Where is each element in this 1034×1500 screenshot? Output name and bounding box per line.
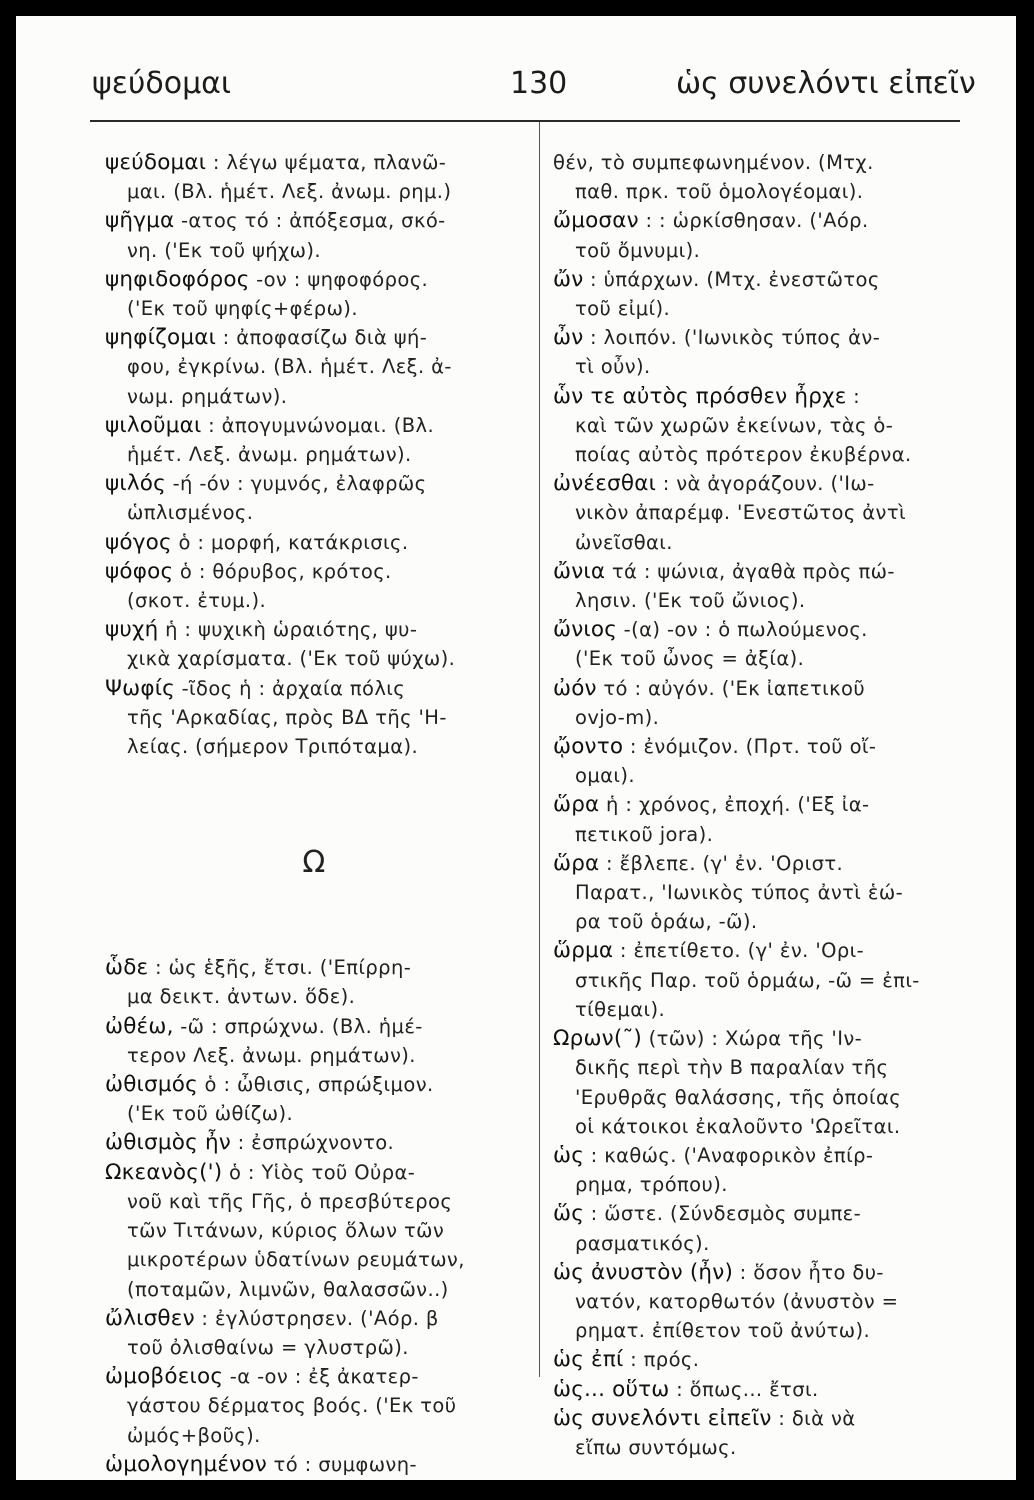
definition-text: : : ὡρκίσθησαν. ('Αόρ. [638, 209, 869, 233]
entry-first-line [553, 674, 973, 703]
headword: ὤλισθεν [105, 1305, 195, 1331]
definition-text: : λοιπόν. ('Ιωνικὸς τύπος ἀν- [583, 326, 881, 350]
headword: ὥς [553, 1201, 585, 1227]
definition-continuation: ('Εκ τοῦ ὦνος = ἀξία). [575, 647, 805, 671]
definition-continuation: γάστου δέρματος βοός. ('Εκ τοῦ [127, 1394, 457, 1418]
definition-continuation: ρηματ. ἐπίθετον τοῦ ἀνύτω). [575, 1319, 871, 1343]
definition-text: : ὑπάρχων. (Μτχ. ἐνεστῶτος [583, 267, 880, 291]
definition-text: : πρός. [623, 1348, 700, 1372]
definition-text: -(α) -ον : ὁ πωλούμενος. [617, 618, 868, 642]
definition-text: : ἀπογυμνώνομαι. (Βλ. [201, 413, 435, 437]
headword: ὠθισμός [105, 1072, 198, 1098]
dictionary-entry [105, 1070, 523, 1128]
definition-continuation: οἱ κάτοικοι ἐκαλοῦντο 'Ωρεῖται. [575, 1114, 901, 1138]
definition-text: τό : συμφωνη- [266, 1452, 417, 1476]
definition-continuation: καὶ τῶν χωρῶν ἐκείνων, τὰς ὁ- [575, 413, 894, 437]
dictionary-entry [105, 557, 523, 615]
entry-first-line [553, 849, 973, 878]
dictionary-entry [105, 323, 523, 411]
definition-text: : νὰ ἀγοράζουν. ('Ιω- [656, 472, 875, 496]
definition-continuation: τερον Λεξ. ἀνωμ. ρημάτων). [127, 1043, 416, 1067]
entry-first-line [553, 469, 973, 498]
entry-first-line [105, 1158, 523, 1187]
dictionary-entry [553, 1345, 973, 1374]
definition-continuation: λησιν. ('Εκ τοῦ ὤνιος). [575, 589, 806, 613]
headword: ὥρα [553, 792, 600, 818]
headword: ψηφίζομαι [105, 325, 217, 351]
definition-continuation: ρημα, τρόπου). [575, 1173, 728, 1197]
definition-continuation: (ποταμῶν, λιμνῶν, θαλασσῶν..) [127, 1277, 449, 1301]
definition-continuation: νατόν, κατορθωτόν (ἀνυστὸν = [575, 1289, 899, 1313]
headword: Ωκεανὸς(') [105, 1159, 223, 1185]
definition-text: ὁ : μορφή, κατάκρισις. [171, 530, 409, 554]
definition-continuation: ὠνεῖσθαι. [575, 530, 673, 554]
definition-continuation: ποίας αὐτὸς πρότερον ἐκυβέρνα. [575, 443, 912, 467]
definition-text: τό : αὐγόν. ('Εκ ἰαπετικοῦ [596, 676, 866, 700]
headword: ὥρμα [553, 938, 614, 964]
definition-continuation: τοῦ ὄμνυμι). [575, 238, 701, 262]
entry-first-line [553, 936, 973, 965]
headword: ὧδε [105, 955, 149, 981]
dictionary-entry [553, 557, 973, 615]
headword: ψιλός [105, 471, 166, 497]
entry-first-line [553, 1024, 973, 1053]
headword: ὠνέεσθαι [553, 471, 657, 497]
definition-text: ἡ : ψυχικὴ ὡραιότης, ψυ- [158, 618, 418, 642]
entry-first-line [105, 557, 523, 586]
dictionary-entry [553, 382, 973, 470]
page-number: 130 [510, 66, 568, 101]
dictionary-entry [553, 469, 973, 557]
headword: ὤμοσαν [553, 208, 639, 234]
definition-continuation: νοῦ καὶ τῆς Γῆς, ὁ πρεσβύτερος [127, 1189, 453, 1213]
definition-continuation: τὶ οὖν). [575, 355, 651, 379]
definition-text: (τῶν) : Χώρα τῆς 'Ιν- [642, 1027, 863, 1051]
entry-first-line [553, 1141, 973, 1170]
dictionary-entry [105, 1012, 523, 1070]
definition-text: : ἐγλύστρησεν. ('Αόρ. β [194, 1306, 439, 1330]
headword: ὧν τε αὐτὸς πρόσθεν ἦρχε [553, 383, 847, 409]
definition-continuation: μαι. (Βλ. ἡμέτ. Λεξ. ἀνωμ. ρημ.) [127, 180, 452, 204]
dictionary-entry [105, 1128, 523, 1157]
headword: ψόγος [105, 529, 172, 555]
definition-continuation: μα δεικτ. ἀντων. ὅδε). [127, 985, 356, 1009]
definition-text: : ὥστε. (Σύνδεσμὸς συμπε- [584, 1202, 862, 1226]
header-rule [90, 120, 960, 122]
definition-text: : ἀποφασίζω διὰ ψή- [216, 326, 428, 350]
entry-first-line [105, 1128, 523, 1157]
definition-text: ὁ : Υἱὸς τοῦ Οὐρα- [222, 1160, 416, 1184]
headword: ψυχή [105, 617, 159, 643]
headword: ψόφος [105, 558, 174, 584]
entries-psi [105, 148, 523, 761]
header-right-guide-word: ὡς συνελόντι εἰπεῖν [676, 66, 976, 101]
dictionary-entry [553, 206, 973, 264]
headword: ὦν [553, 325, 584, 351]
headword: ψηφιδοφόρος [105, 266, 250, 292]
headword: Ψωφίς [105, 675, 176, 701]
entry-first-line [553, 790, 973, 819]
headword: ὤν [553, 266, 584, 292]
dictionary-entry [553, 849, 973, 937]
right-column [553, 148, 973, 1462]
definition-continuation: λείας. (σήμερον Τριπόταμα). [127, 735, 419, 759]
definition-text: : ἐνόμιζον. (Πρτ. τοῦ οἴ- [623, 735, 877, 759]
definition-continuation: δικῆς περὶ τὴν Β παραλίαν τῆς [575, 1056, 889, 1080]
headword: ὡμολογημένον [105, 1451, 267, 1477]
definition-text: : ἔβλεπε. (γ' ἐν. 'Οριστ. [599, 851, 844, 875]
entry-first-line [105, 1012, 523, 1041]
headword: ψῆγμα [105, 208, 175, 234]
headword: ψεύδομαι [105, 150, 207, 175]
dictionary-entry [553, 1375, 973, 1404]
definition-continuation: ('Εκ τοῦ ὠθίζω). [127, 1102, 294, 1126]
headword: ὡς ἐπί [553, 1347, 624, 1373]
definition-continuation: ομαι). [575, 764, 635, 788]
definition-text: τά : ψώνια, ἀγαθὰ πρὸς πώ- [605, 559, 895, 583]
dictionary-entry [553, 1024, 973, 1141]
headword: ὠόν [553, 675, 597, 701]
dictionary-entry [553, 1141, 973, 1199]
entry-first-line [105, 469, 523, 498]
entry-first-line [553, 323, 973, 352]
dictionary-entry [553, 674, 973, 732]
definition-continuation: στικῆς Παρ. τοῦ ὁρμάω, -ῶ = ἐπι- [575, 968, 920, 992]
headword: ὡς ἀνυστὸν (ἦν) [553, 1259, 734, 1285]
dictionary-entry [105, 1158, 523, 1304]
definition-text: : [846, 384, 861, 408]
entries-omega [105, 953, 523, 1479]
definition-continuation: νικὸν ἀπαρέμφ. 'Ενεστῶτος ἀντὶ [575, 501, 906, 525]
dictionary-entry [105, 411, 523, 469]
definition-continuation: Παρατ., 'Ιωνικὸς τύπος ἀντὶ ἑώ- [575, 881, 904, 905]
definition-continuation: μικροτέρων ὑδατίνων ρευμάτων, [127, 1248, 465, 1272]
definition-continuation: ρασματικός). [575, 1231, 710, 1255]
definition-continuation: εἴπω συντόμως. [575, 1435, 737, 1459]
headword: ὤνια [553, 558, 606, 584]
entry-first-line [553, 148, 973, 177]
dictionary-entry [553, 790, 973, 848]
definition-text: : ὅσον ἦτο δυ- [733, 1260, 884, 1284]
headword: ὠθισμὸς ἦν [105, 1130, 231, 1156]
definition-text: : ὅπως... ἔτσι. [669, 1377, 819, 1401]
entry-first-line [105, 1450, 523, 1479]
dictionary-entry [105, 1362, 523, 1450]
headword: Ωρων(˜) [553, 1026, 643, 1052]
entry-first-line [105, 615, 523, 644]
dictionary-entry [553, 1258, 973, 1346]
entry-first-line [105, 674, 523, 703]
entry-first-line [553, 615, 973, 644]
dictionary-entry [553, 732, 973, 790]
section-letter-omega: Ω [302, 845, 326, 881]
definition-text: ὁ : θόρυβος, κρότος. [173, 559, 392, 583]
dictionary-entry [553, 265, 973, 323]
definition-text: : καθώς. ('Αναφορικὸν ἐπίρ- [584, 1143, 874, 1167]
dictionary-entry [553, 1404, 973, 1462]
definition-text: -ή -όν : γυμνός, ἐλαφρῶς [165, 472, 427, 496]
definition-text: θέν, τὸ συμπεφωνημένον. (Μτχ. [553, 151, 874, 174]
dictionary-entry [105, 206, 523, 264]
dictionary-entry [553, 936, 973, 1024]
left-column [105, 148, 523, 1479]
definition-continuation: νη. ('Εκ τοῦ ψήχω). [127, 238, 322, 262]
column-divider [539, 122, 540, 1377]
dictionary-entry [105, 953, 523, 1011]
definition-text: : ἐσπρώχνοντο. [230, 1131, 395, 1155]
definition-continuation: 'Ερυθρᾶς θαλάσσης, τῆς ὁποίας [575, 1085, 902, 1109]
definition-text: -α -ον : ἐξ ἀκατερ- [223, 1365, 419, 1389]
headword: ὡς [553, 1142, 585, 1168]
definition-continuation: τῶν Τιτάνων, κύριος ὅλων τῶν [127, 1219, 445, 1243]
entry-first-line [553, 1345, 973, 1374]
entry-first-line [105, 953, 523, 982]
definition-continuation: φου, ἐγκρίνω. (Βλ. ἡμέτ. Λεξ. ἀ- [127, 355, 452, 379]
entry-first-line [553, 265, 973, 294]
entry-first-line [553, 557, 973, 586]
definition-text: : διὰ νὰ [771, 1406, 856, 1430]
definition-text: : ὡς ἑξῆς, ἔτσι. ('Επίρρη- [148, 956, 412, 980]
entry-first-line [105, 1070, 523, 1099]
dictionary-entry [105, 148, 523, 206]
definition-continuation: τοῦ ὀλισθαίνω = γλυστρῶ). [127, 1335, 409, 1359]
dictionary-entry [105, 265, 523, 323]
definition-continuation: ὠμός+βοῦς). [127, 1423, 261, 1447]
definition-text: -ον : ψηφοφόρος. [249, 267, 429, 291]
headword: ψιλοῦμαι [105, 412, 202, 438]
headword: ὠθέω, [105, 1013, 174, 1039]
definition-continuation: ὡπλισμένος. [127, 501, 254, 525]
entry-first-line [105, 323, 523, 352]
entry-first-line [105, 1304, 523, 1333]
headword: ὡς συνελόντι εἰπεῖν [553, 1405, 772, 1431]
entry-first-line [553, 1375, 973, 1404]
dictionary-entry [105, 615, 523, 673]
entry-first-line [105, 206, 523, 235]
definition-continuation: τοῦ εἰμί). [575, 297, 671, 321]
entry-first-line [553, 1199, 973, 1228]
header-left-guide-word: ψεύδομαι [92, 66, 232, 101]
definition-continuation: νωμ. ρημάτων). [127, 384, 288, 408]
entry-first-line [553, 382, 973, 411]
headword: ὠμοβόειος [105, 1364, 224, 1390]
definition-text: : ἐπετίθετο. (γ' ἐν. 'Ορι- [613, 939, 865, 963]
entry-first-line [105, 265, 523, 294]
dictionary-entry [105, 1304, 523, 1362]
definition-continuation: (σκοτ. ἐτυμ.). [127, 589, 267, 613]
definition-text: -ατος τό : ἀπόξεσμα, σκό- [174, 209, 446, 233]
definition-continuation: τίθεμαι). [575, 997, 666, 1021]
dictionary-entry [105, 528, 523, 557]
definition-continuation: ovjo-m). [575, 705, 660, 729]
entry-first-line [105, 148, 523, 177]
dictionary-entry [553, 615, 973, 673]
definition-text: -ῶ : σπρώχνω. (Βλ. ἡμέ- [173, 1014, 423, 1038]
definition-continuation: τῆς 'Αρκαδίας, πρὸς ΒΔ τῆς 'Η- [127, 705, 447, 729]
dictionary-entry [553, 323, 973, 381]
entries-omega-continued [553, 148, 973, 1462]
definition-continuation: παθ. πρκ. τοῦ ὁμολογέομαι). [575, 180, 864, 204]
dictionary-entry [553, 1199, 973, 1257]
entry-first-line [105, 411, 523, 440]
dictionary-entry [105, 469, 523, 527]
definition-continuation: ἡμέτ. Λεξ. ἀνωμ. ρημάτων). [127, 443, 412, 467]
entry-first-line [553, 1404, 973, 1433]
dictionary-entry [105, 1450, 523, 1479]
definition-text: ὁ : ὦθισις, σπρώξιμον. [197, 1073, 434, 1097]
headword: ὤνιος [553, 617, 618, 643]
definition-text: -ῖδος ἡ : ἀρχαία πόλις [175, 676, 406, 700]
dictionary-entry [105, 674, 523, 762]
entry-first-line [105, 1362, 523, 1391]
entry-first-line [553, 1258, 973, 1287]
definition-continuation: πετικοῦ jora). [575, 822, 714, 846]
dictionary-entry [553, 148, 973, 206]
definition-text: ἡ : χρόνος, ἐποχή. ('Εξ ἰα- [599, 793, 870, 817]
entry-first-line [553, 732, 973, 761]
definition-continuation: ρα τοῦ ὁράω, -ῶ). [575, 910, 758, 934]
definition-text: : λέγω ψέματα, πλανῶ- [206, 151, 447, 174]
definition-continuation: ('Εκ τοῦ ψηφίς+φέρω). [127, 297, 358, 321]
headword: ὥρα [553, 850, 600, 876]
entry-first-line [105, 528, 523, 557]
entry-first-line [553, 206, 973, 235]
definition-continuation: χικὰ χαρίσματα. ('Εκ τοῦ ψύχω). [127, 647, 456, 671]
headword: ᾤοντο [553, 734, 624, 760]
headword: ὡς... οὕτω [553, 1376, 670, 1402]
